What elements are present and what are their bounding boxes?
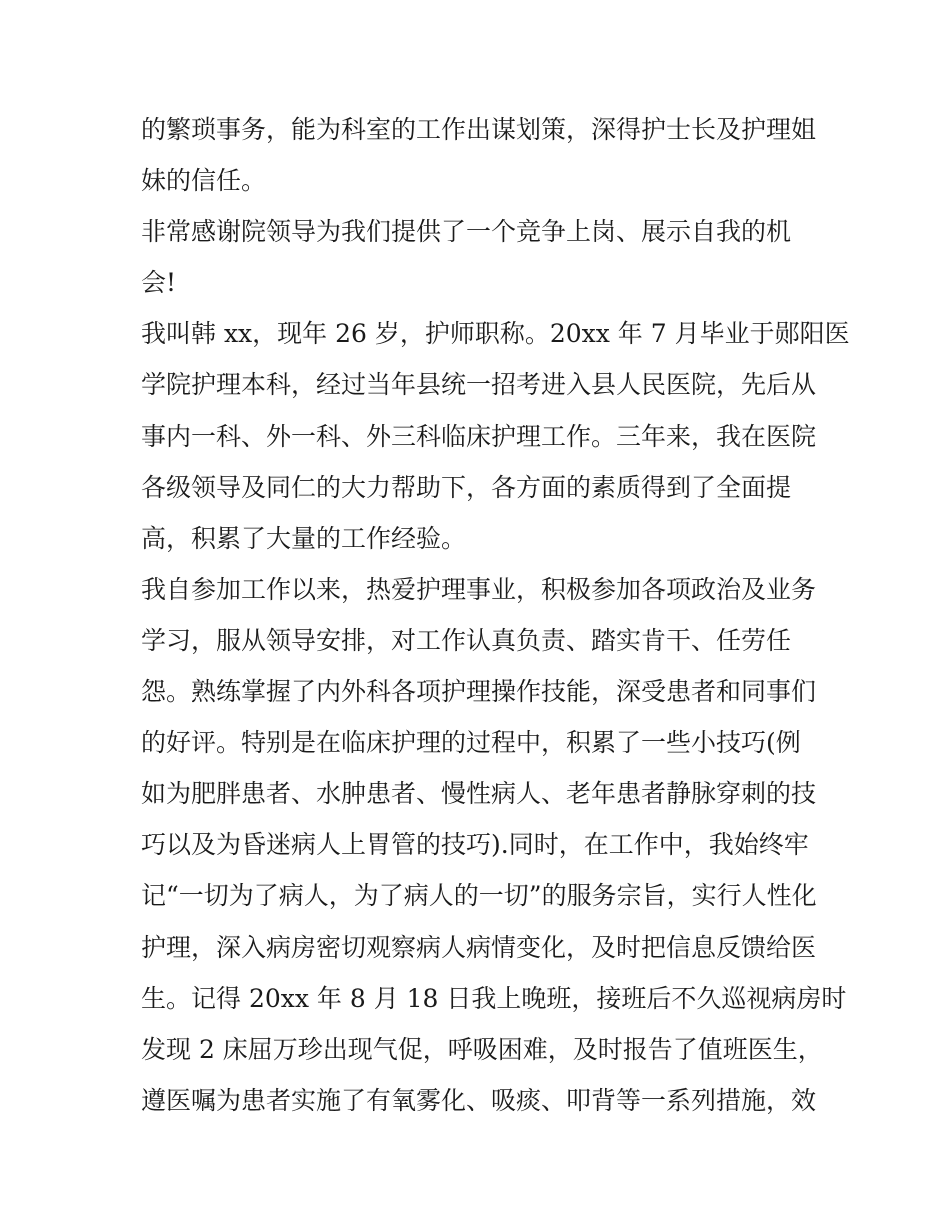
text-line-2: 妹的信任。 [141, 166, 267, 196]
text-line-3: 非常感谢院领导为我们提供了一个竞争上岗、展示自我的机 [141, 217, 792, 247]
text-line-10: 我自参加工作以来，热爱护理事业，积极参加各项政治及业务 [141, 574, 817, 604]
text-line-9: 高，积累了大量的工作经验。 [141, 523, 467, 553]
text-line-20: 遵医嘱为患者实施了有氧雾化、吸痰、叩背等一系列措施，效 [141, 1085, 817, 1115]
text-line-12: 怨。熟练掌握了内外科各项护理操作技能，深受患者和同事们 [141, 677, 817, 707]
text-line-7: 事内一科、外一科、外三科临床护理工作。三年来，我在医院 [141, 421, 817, 451]
text-line-4: 会! [141, 268, 177, 298]
text-line-11: 学习，服从领导安排，对工作认真负责、踏实肯干、任劳任 [141, 625, 792, 655]
document-body [141, 104, 850, 1126]
text-line-19: 发现 2 床屈万珍出现气促，呼吸困难，及时报告了值班医生， [141, 1034, 823, 1064]
text-line-13: 的好评。特别是在临床护理的过程中，积累了一些小技巧(例 [141, 728, 801, 758]
text-line-6: 学院护理本科，经过当年县统一招考进入县人民医院，先后从 [141, 370, 817, 400]
text-line-15: 巧以及为昏迷病人上胃管的技巧).同时，在工作中，我始终牢 [141, 830, 809, 860]
text-line-8: 各级领导及同仁的大力帮助下，各方面的素质得到了全面提 [141, 472, 792, 502]
text-line-14: 如为肥胖患者、水肿患者、慢性病人、老年患者静脉穿刺的技 [141, 779, 817, 809]
text-line-5: 我叫韩 xx，现年 26 岁，护师职称。20xx 年 7 月毕业于郧阳医 [141, 319, 850, 349]
text-line-18: 生。记得 20xx 年 8 月 18 日我上晚班，接班后不久巡视病房时 [141, 983, 847, 1013]
text-line-1: 的繁琐事务，能为科室的工作出谋划策，深得护士长及护理姐 [141, 115, 817, 144]
text-line-16: 记“一切为了病人，为了病人的一切”的服务宗旨，实行人性化 [141, 881, 817, 911]
text-line-17: 护理，深入病房密切观察病人病情变化，及时把信息反馈给医 [141, 932, 817, 962]
